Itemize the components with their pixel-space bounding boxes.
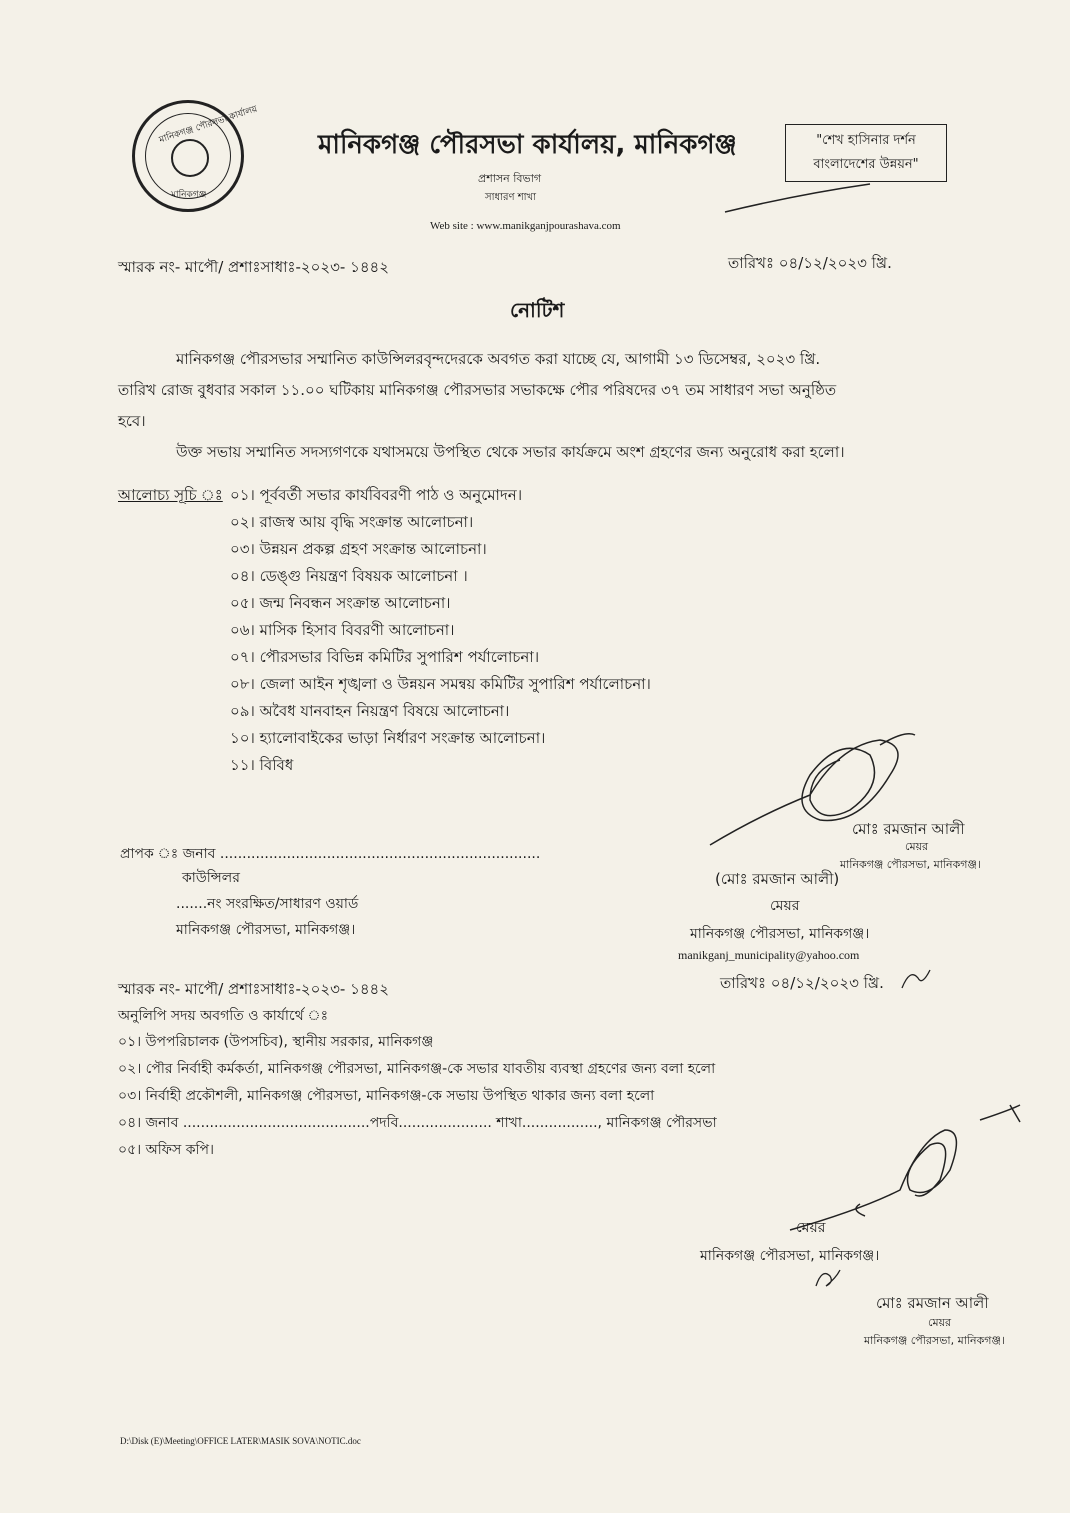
body-line-2: তারিখ রোজ বুধবার সকাল ১১.০০ ঘটিকায় মানিকগঞ্জ পৌরসভার সভাকক্ষে পৌর পরিষদের ৩৭ তম সাধারণ সভা অনুষ্ঠিত (118, 381, 837, 399)
slogan-pen-mark (720, 176, 960, 216)
signatory-office: মানিকগঞ্জ পৌরসভা, মানিকগঞ্জ। (690, 926, 870, 942)
agenda-item: ১১। বিবিধ (230, 756, 294, 774)
website-link: Web site : www.manikganjpourashava.com (430, 220, 621, 232)
signatory-email: manikganj_municipality@yahoo.com (678, 948, 860, 962)
copy-item: ০৩। নির্বাহী প্রকৌশলী, মানিকগঞ্জ পৌরসভা, মানিকগঞ্জ-কে সভায় উপস্থিত থাকার জন্য বলা হলো (118, 1088, 655, 1104)
copy-memo-number: স্মারক নং- মাপৌ/ প্রশাঃসাধাঃ-২০২৩- ১৪৪২ (118, 980, 390, 998)
agenda-item: ০৩। উন্নয়ন প্রকল্প গ্রহণ সংক্রান্ত আলোচনা। (230, 540, 487, 558)
notice-title: নোটিশ (510, 298, 565, 322)
copy-heading: অনুলিপি সদয় অবগতি ও কার্যার্থে ঃ (118, 1008, 329, 1024)
agenda-item: ০৯। অবৈধ যানবাহন নিয়ন্ত্রণ বিষয়ে আলোচনা। (230, 702, 510, 720)
stamp2-name: মোঃ রমজান আলী (876, 1294, 989, 1312)
agenda-item: ০৭। পৌরসভার বিভিন্ন কমিটির সুপারিশ পর্যালোচনা। (230, 648, 540, 666)
division-label: প্রশাসন বিভাগ (478, 172, 542, 185)
stamp1-name: মোঃ রমজান আলী (852, 820, 965, 838)
copy-item: ০৪। জনাব ..........................................পদবি..................... শাখা................., মানিকগঞ্জ পৌরসভা (118, 1115, 717, 1131)
copy-item: ০৫। অফিস কপি। (118, 1142, 215, 1158)
signature2-office: মানিকগঞ্জ পৌরসভা, মানিকগঞ্জ। (700, 1248, 880, 1264)
seal-top-text: মানিকগঞ্জ পৌরসভা কার্যালয় (158, 104, 259, 146)
municipality-seal (132, 100, 259, 212)
body-line-4: উক্ত সভায় সম্মানিত সদস্যগণকে যথাসময়ে উপস্থিত থেকে সভার কার্যক্রমে অংশ গ্রহণের জন্য অনুরোধ করা হলো। (176, 443, 845, 461)
copy-item: ০১। উপপরিচালক (উপসচিব), স্থানীয় সরকার, মানিকগঞ্জ (118, 1034, 434, 1050)
seal-bottom-text: মানিকগঞ্জ (171, 190, 207, 200)
agenda-item: ০৬। মাসিক হিসাব বিবরণী আলোচনা। (230, 621, 455, 639)
slogan-line2: বাংলাদেশের উন্নয়ন" (813, 157, 919, 172)
recipient-line-3: .......নং সংরক্ষিত/সাধারণ ওয়ার্ড (176, 896, 359, 912)
stamp1-office: মানিকগঞ্জ পৌরসভা, মানিকগঞ্জ। (840, 858, 981, 871)
copy-memo-date: তারিখঃ ০৪/১২/২০২৩ খ্রি. (720, 974, 884, 992)
body-line-3: হবে। (118, 412, 146, 430)
stamp1-title: মেয়র (905, 840, 929, 853)
memo-date: তারিখঃ ০৪/১২/২০২৩ খ্রি. (728, 254, 892, 272)
agenda-item: ০২। রাজস্ব আয় বৃদ্ধি সংক্রান্ত আলোচনা। (230, 513, 474, 531)
office-title: মানিকগঞ্জ পৌরসভা কার্যালয়, মানিকগঞ্জ (318, 130, 737, 160)
signature2-initial-mark (812, 1262, 842, 1292)
recipient-line-2: কাউন্সিলর (182, 870, 240, 886)
agenda-item: ০৪। ডেঙ্গু নিয়ন্ত্রণ বিষয়ক আলোচনা । (230, 567, 468, 585)
agenda-label: আলোচ্য সূচি ঃ (118, 486, 223, 504)
seal-emblem (171, 139, 209, 177)
signatory-name: (মোঃ রমজান আলী) (715, 870, 840, 888)
recipient-line-4: মানিকগঞ্জ পৌরসভা, মানিকগঞ্জ। (176, 922, 356, 938)
signature2-title: মেয়র (796, 1220, 826, 1236)
stamp2-office: মানিকগঞ্জ পৌরসভা, মানিকগঞ্জ। (864, 1334, 1005, 1347)
agenda-item: ০৫। জন্ম নিবন্ধন সংক্রান্ত আলোচনা। (230, 594, 451, 612)
agenda-item: ০৮। জেলা আইন শৃঙ্খলা ও উন্নয়ন সমন্বয় কমিটির সুপারিশ পর্যালোচনা। (230, 675, 651, 693)
agenda-item: ১০। হ্যালোবাইকের ভাড়া নির্ধারণ সংক্রান্ত আলোচনা। (230, 729, 546, 747)
branch-label: সাধারণ শাখা (485, 192, 537, 203)
file-path-footer: D:\Disk (E)\Meeting\OFFICE LATER\MASIK SOVA\NOTIC.doc (120, 1436, 361, 1446)
signatory-title: মেয়র (770, 898, 800, 914)
copy-item: ০২। পৌর নির্বাহী কর্মকর্তা, মানিকগঞ্জ পৌরসভা, মানিকগঞ্জ-কে সভার যাবতীয় ব্যবস্থা গ্রহণের জন্য বলা হলো (118, 1061, 716, 1077)
body-line-1: মানিকগঞ্জ পৌরসভার সম্মানিত কাউন্সিলরবৃন্দদেরকে অবগত করা যাচ্ছে যে, আগামী ১৩ ডিসেম্বর, ২০২৩ খ্রি. (176, 350, 821, 368)
memo-number: স্মারক নং- মাপৌ/ প্রশাঃসাধাঃ-২০২৩- ১৪৪২ (118, 258, 390, 276)
stamp2-title: মেয়র (928, 1316, 952, 1329)
date-initial-mark (898, 964, 934, 994)
slogan-box (785, 124, 947, 182)
recipient-line-1: প্রাপক ঃ জনাব ........................................................................ (120, 846, 541, 862)
slogan-line1: "শেখ হাসিনার দর্শন (816, 133, 916, 148)
agenda-item: ০১। পূর্ববর্তী সভার কার্যবিবরণী পাঠ ও অনুমোদন। (230, 486, 523, 504)
